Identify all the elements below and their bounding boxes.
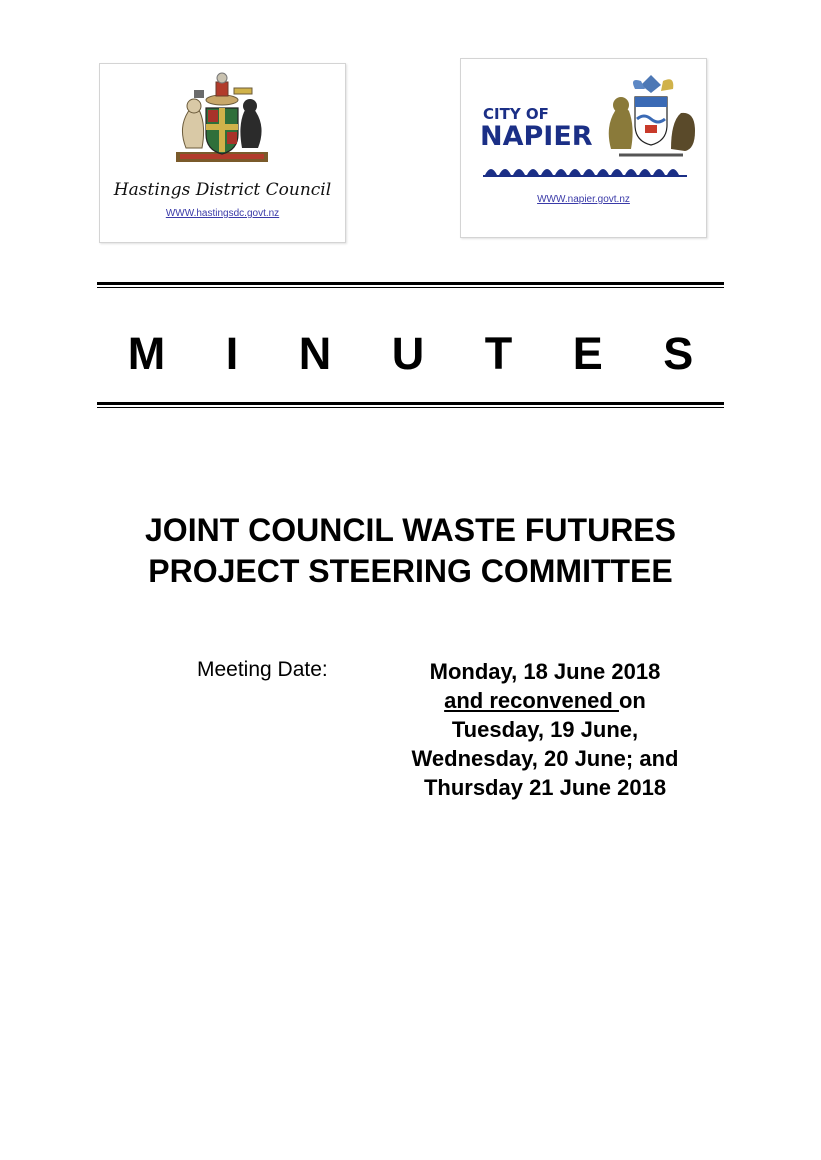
document-title: M I N U T E S: [127, 328, 718, 379]
meeting-date-value: [370, 657, 720, 802]
bottom-divider-thin: [97, 407, 724, 408]
meeting-date-line-5: Thursday 21 June 2018: [423, 775, 667, 800]
meeting-date-line-3: Tuesday, 19 June,: [451, 717, 639, 742]
hastings-website-link[interactable]: WWW.hastingsdc.govt.nz: [165, 208, 280, 219]
top-divider-thin: [97, 287, 724, 288]
meeting-date-line-4: Wednesday, 20 June; and: [411, 746, 679, 771]
reconvened-text: and reconvened: [444, 688, 619, 713]
napier-logo-box: [460, 58, 707, 238]
napier-website-link[interactable]: WWW.napier.govt.nz: [537, 194, 630, 205]
napier-city-of-text: CITY OF: [483, 105, 549, 123]
committee-name-line-1: JOINT COUNCIL WASTE FUTURES: [145, 512, 676, 548]
committee-name-line-2: PROJECT STEERING COMMITTEE: [148, 553, 673, 589]
committee-name: [0, 510, 821, 592]
meeting-date-label: Meeting Date:: [197, 658, 328, 681]
hastings-council-name: Hastings District Council: [113, 180, 332, 200]
napier-wordmark: NAPIER: [480, 121, 593, 152]
hastings-logo-box: [99, 63, 346, 243]
coat-of-arms-icon: [172, 68, 272, 168]
meeting-date-line-2: [370, 686, 720, 715]
decorative-shell-band-icon: [483, 163, 687, 177]
bottom-divider: [97, 402, 724, 405]
napier-crest-icon: [601, 71, 701, 159]
reconvened-on-text: on: [618, 688, 646, 713]
meeting-date-line-1: Monday, 18 June 2018: [429, 659, 661, 684]
top-divider: [97, 282, 724, 285]
